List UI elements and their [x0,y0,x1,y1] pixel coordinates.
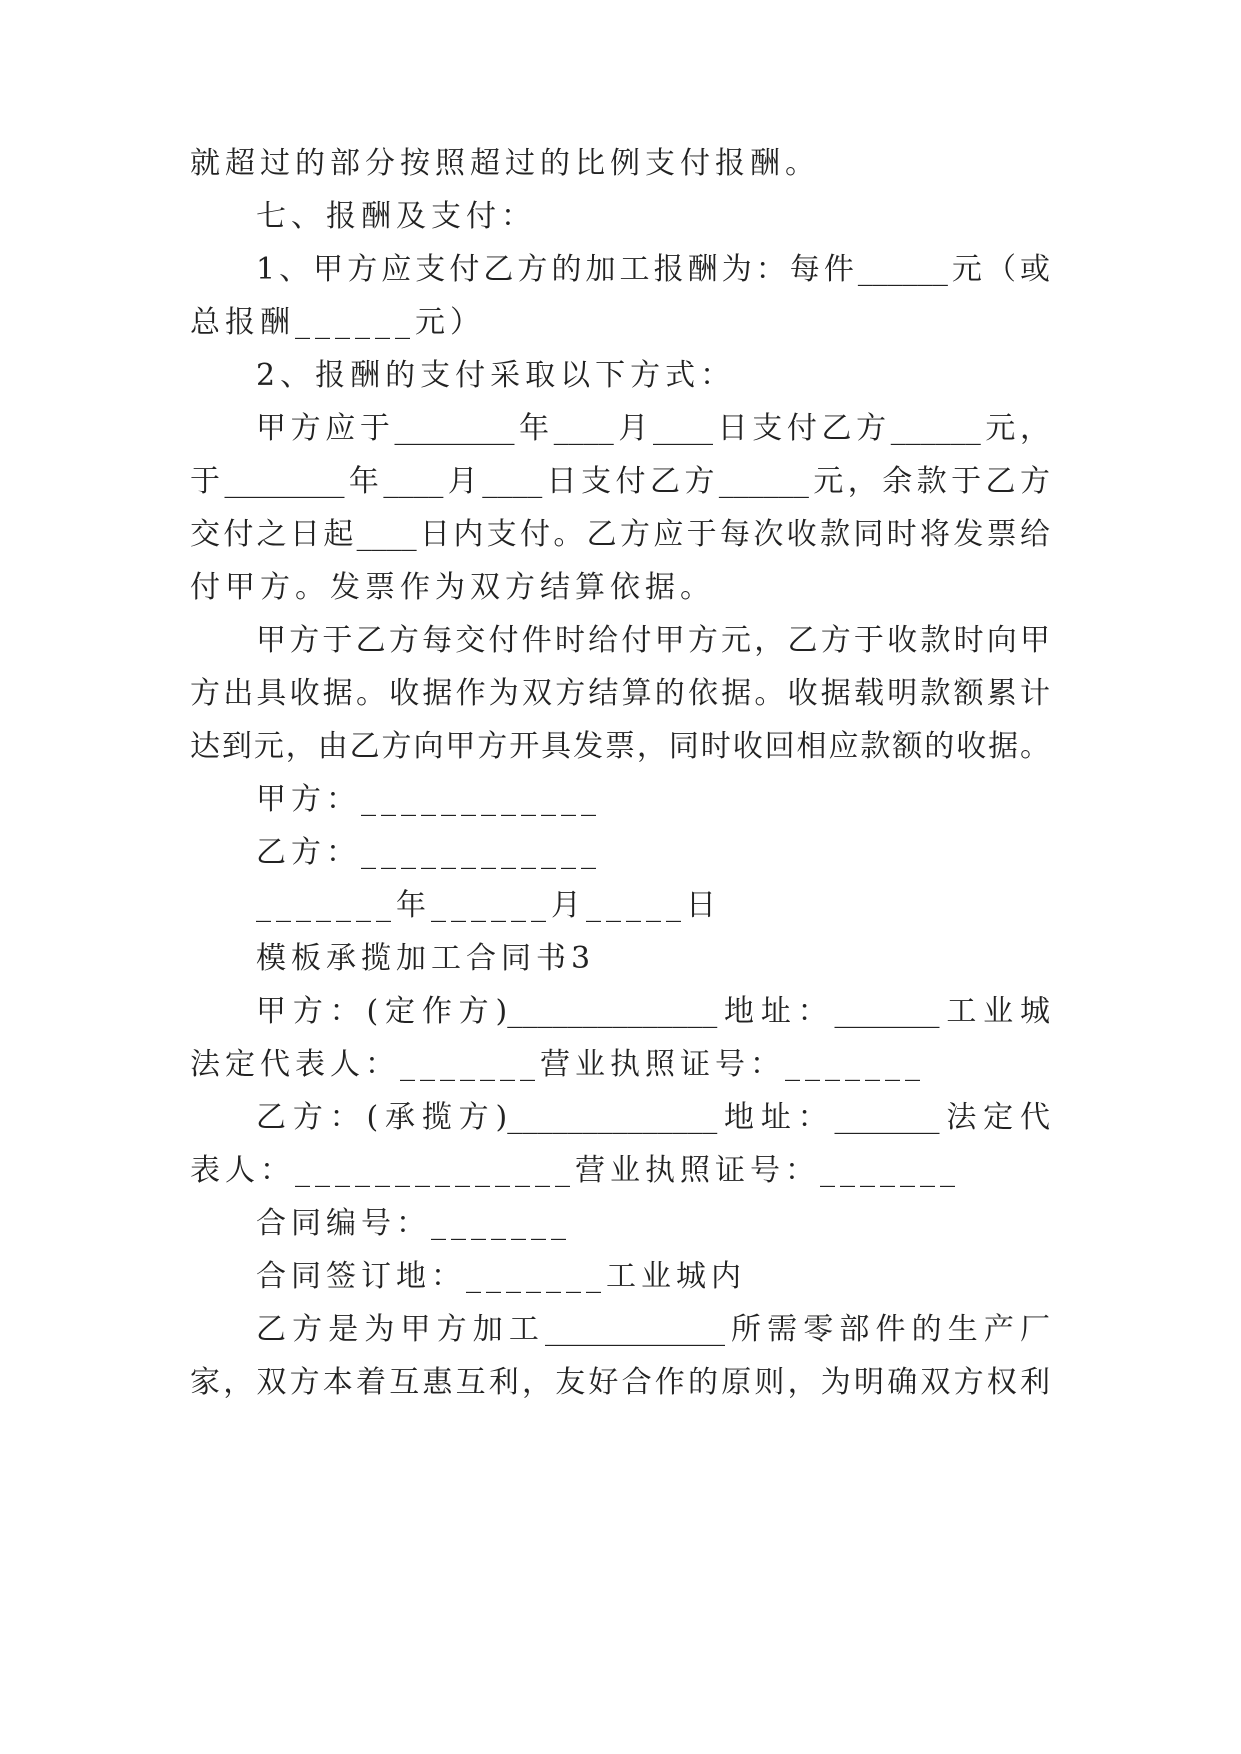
date-line: _______年______月_____日 [256,888,721,923]
document-title: 模板承揽加工合同书3 [256,941,596,976]
text-line: 达到元，由乙方向甲方开具发票，同时收回相应款额的收据。 [190,729,1050,764]
text-line: 表人：______________营业执照证号：_______ [190,1153,960,1188]
text-line: 乙方是为甲方加工____________所需零部件的生产厂 [256,1312,1050,1347]
text-line: 1、甲方应支付乙方的加工报酬为：每件______元（或 [256,252,1050,287]
text-line: 甲方于乙方每交付件时给付甲方元，乙方于收款时向甲 [256,623,1050,658]
text-line: 付甲方。发票作为双方结算依据。 [190,570,715,605]
text-line: 2、报酬的支付采取以下方式： [256,358,736,393]
party-b-signature-line: 乙方：____________ [256,835,601,870]
contract-number-line: 合同编号：_______ [256,1206,571,1241]
section-heading: 七、报酬及支付： [256,199,536,234]
signing-place-line: 合同签订地：_______工业城内 [256,1259,746,1294]
text-line: 方出具收据。收据作为双方结算的依据。收据载明款额累计 [190,676,1050,711]
text-line: 甲方：(定作方)______________地址：_______工业城 [256,994,1050,1029]
text-line: 交付之日起____日内支付。乙方应于每次收款同时将发票给 [190,517,1050,552]
text-line: 总报酬______元） [190,305,485,340]
text-line: 就超过的部分按照超过的比例支付报酬。 [190,146,820,181]
text-line: 于________年____月____日支付乙方______元，余款于乙方 [190,464,1050,499]
text-line: 法定代表人：_______营业执照证号：_______ [190,1047,925,1082]
party-a-signature-line: 甲方：____________ [256,782,601,817]
text-line: 家，双方本着互惠互利，友好合作的原则，为明确双方权利 [190,1365,1050,1400]
text-line: 乙方：(承揽方)______________地址：_______法定代 [256,1100,1050,1135]
text-line: 甲方应于________年____月____日支付乙方______元， [256,411,1050,446]
